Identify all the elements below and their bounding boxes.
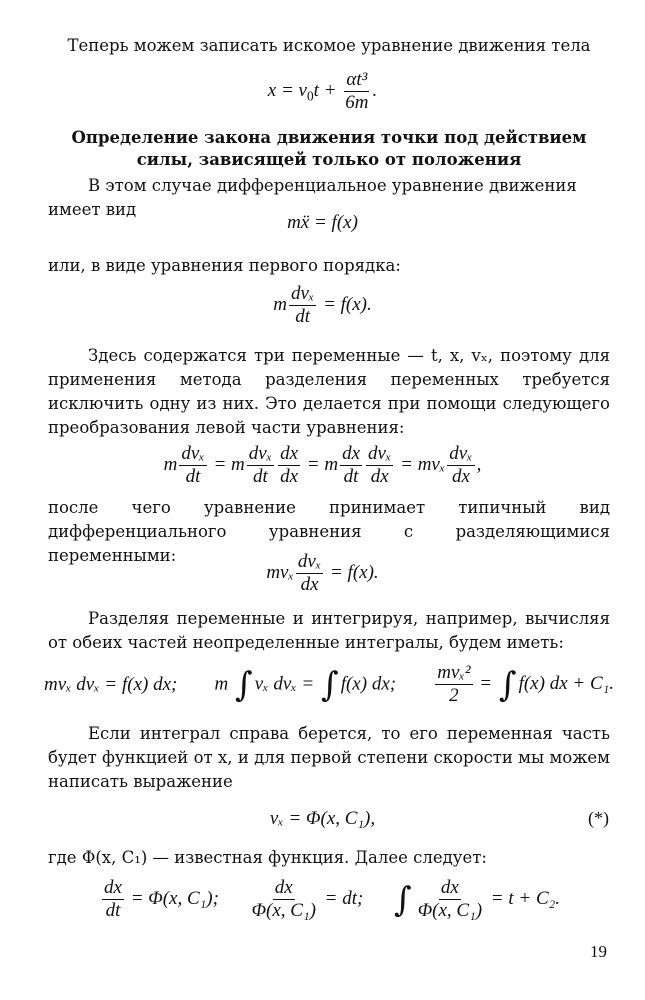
fraction: $\frac{\text{dvₓ}}{dt}$ bbox=[181, 443, 205, 487]
section-heading-line2: силы, зависящей только от положения bbox=[136, 150, 522, 169]
page-number: 19 bbox=[590, 942, 607, 961]
integral-sign: ∫ bbox=[235, 664, 253, 705]
fraction: $\frac{\text{dvₓ}}{dx}$ bbox=[449, 443, 473, 487]
fraction: $\frac{\text{dvₓ}}{dt}$ bbox=[290, 283, 315, 327]
paragraph-if-integral: Если интеграл справа берется, то его переменная часть будет функцией от x, и для первой степени скорости мы можем написать выражение bbox=[48, 724, 610, 791]
paragraph-where: где Φ(x, C₁) — известная функция. Далее следует: bbox=[48, 848, 487, 867]
intro-line: Теперь можем записать искомое уравнение движения тела bbox=[67, 36, 591, 55]
paragraph-integration: Разделяя переменные и интегрируя, например, вычисляя от обеих частей неопределенные интегралы, будем иметь: bbox=[48, 609, 610, 652]
equation-tag: (*) bbox=[588, 808, 609, 828]
equation-integrals: mvₓ dvₓ = f(x) dx; m ∫ vₓ dvₓ = ∫ f(x) dx; $\frac{\text{mvₓ²}}{2}$ = ∫ f(x) dx + C₁. bbox=[44, 662, 614, 706]
fraction: $\frac{dx}{dt}$ bbox=[342, 443, 361, 487]
equation-first-order: m $\frac{\text{dvₓ}}{dt}$ = f(x). bbox=[273, 283, 372, 327]
equation-final: $\frac{dx}{dt}$ = Φ(x, C₁); $\frac{dx}{\text{Φ(x, C₁)}}$ = dt; ∫ $\frac{dx}{\text{Φ(x, C₁)}}$ = t + C₂. bbox=[104, 877, 560, 921]
equation-newton: mẍ = f(x) bbox=[287, 212, 358, 233]
fraction: $\frac{dx}{dx}$ bbox=[280, 443, 299, 487]
fraction: $\frac{dx}{\text{Φ(x, C₁)}}$ bbox=[251, 877, 316, 921]
equation-motion-law: $x = v_0t$ + $\frac{\text{αt³}}{6m}$ . bbox=[267, 69, 378, 113]
paragraph-variables: Здесь содержатся три переменные — t, x, vₓ, поэтому для применения метода разделения переменных требуется исключить одну из них. Это делается при помощи следующего преобразования левой части уравнения: bbox=[48, 346, 610, 437]
section-heading-line1: Определение закона движения точки под действием bbox=[71, 128, 587, 147]
paragraph-case: В этом случае дифференциальное уравнение движения имеет вид bbox=[48, 176, 577, 219]
fraction: $\frac{\text{dvₓ}}{dt}$ bbox=[248, 443, 273, 487]
fraction: $\frac{dx}{dt}$ bbox=[104, 877, 122, 921]
paragraph-first-order: или, в виде уравнения первого порядка: bbox=[48, 256, 401, 275]
paragraph-after: после чего уравнение принимает типичный вид дифференциального уравнения с разделяющимися переменными: bbox=[48, 498, 610, 565]
fraction: $\frac{\text{dvₓ}}{dx}$ bbox=[368, 443, 392, 487]
integral-sign: ∫ bbox=[320, 664, 339, 705]
fraction: $\frac{dx}{\text{Φ(x, C₁)}}$ bbox=[417, 877, 483, 921]
integral-sign: ∫ bbox=[498, 664, 517, 705]
fraction: $\frac{\text{αt³}}{6m}$ bbox=[345, 69, 369, 113]
fraction: $\frac{\text{dvₓ}}{dx}$ bbox=[297, 551, 322, 595]
equation-transformation: m $\frac{\text{dvₓ}}{dt}$ = m $\frac{\text{dvₓ}}{dt}$ $\frac{dx}{dx}$ = m $\frac{dx}{dt}$ $\frac{\text{dvₓ}}{dx}$ = mvₓ $\frac{\text{dvₓ}}{dx}$ , bbox=[163, 443, 482, 487]
equation-velocity: vₓ = Φ(x, C₁), bbox=[269, 808, 376, 829]
equation-separated: mvₓ $\frac{\text{dvₓ}}{dx}$ = f(x). bbox=[266, 551, 379, 595]
integral-sign: ∫ bbox=[393, 879, 412, 920]
fraction: $\frac{\text{mvₓ²}}{2}$ bbox=[437, 662, 471, 706]
